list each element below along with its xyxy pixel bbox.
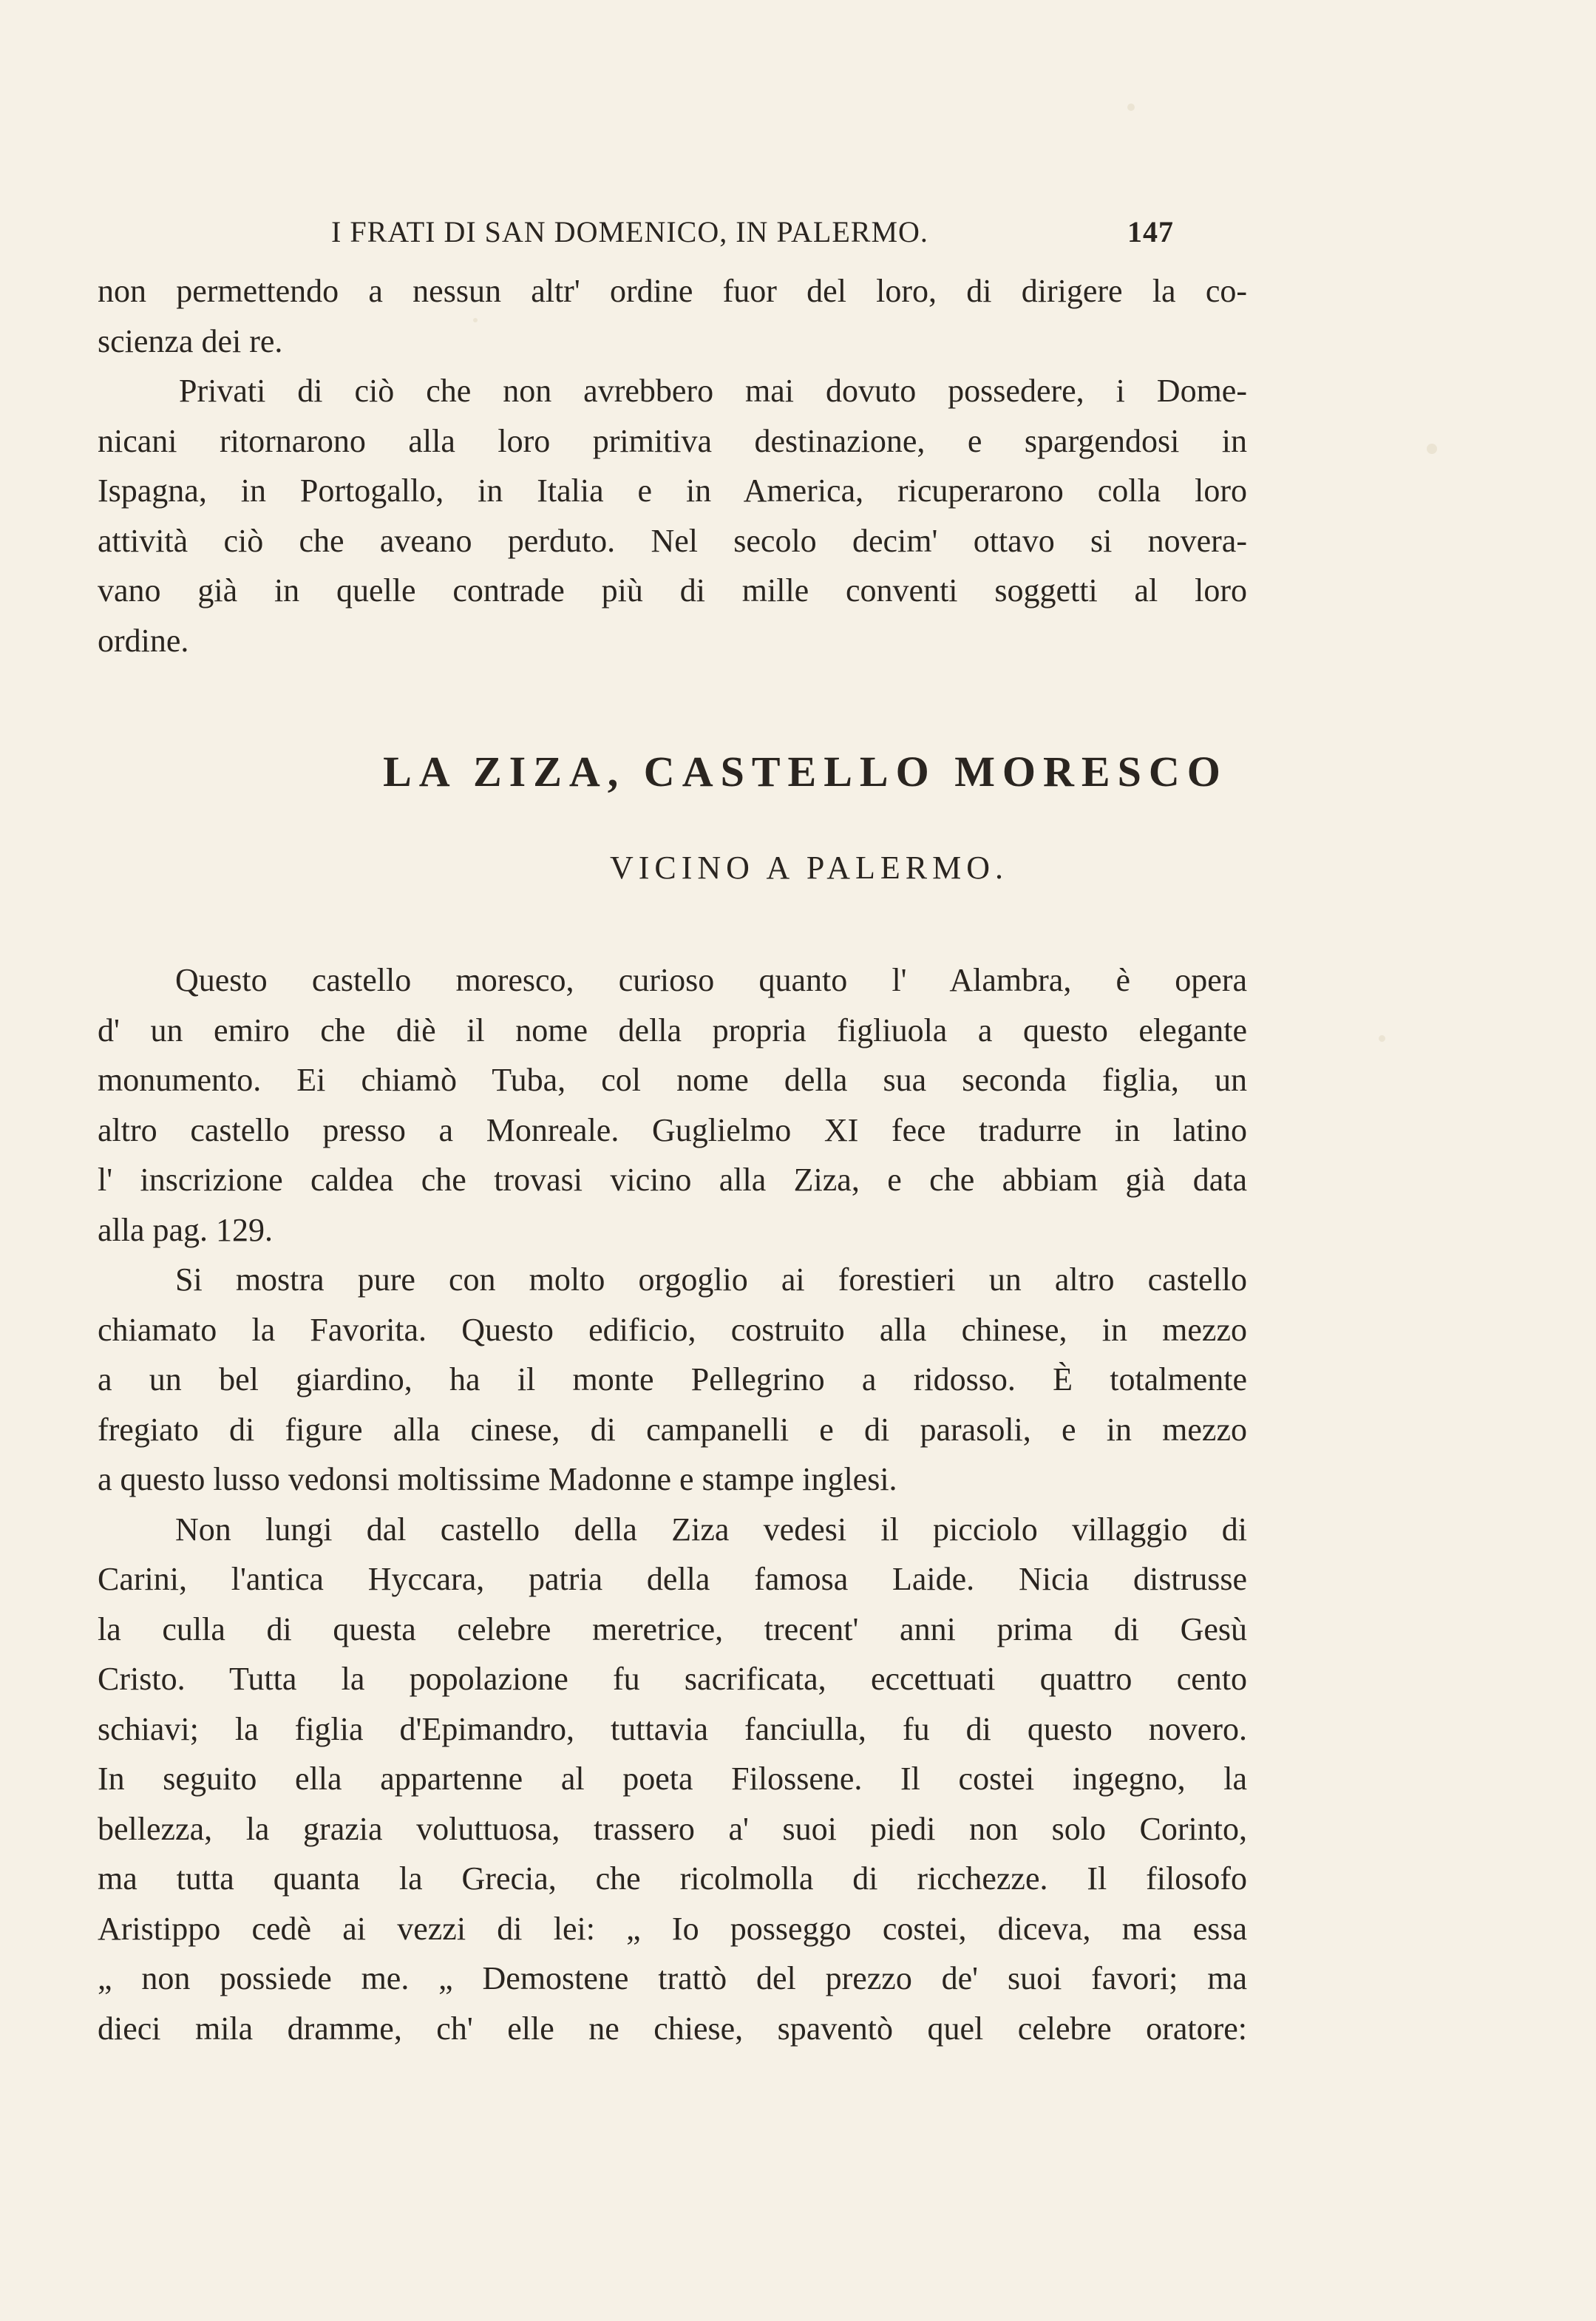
text-line: Carini, l'antica Hyccara, patria della famosa Laide. Nicia distrusse [98, 1561, 1247, 1597]
text-line: scienza dei re. [98, 322, 283, 359]
text-line: vano già in quelle contrade più di mille conventi soggetti al loro [98, 572, 1247, 609]
text-line: dieci mila dramme, ch' elle ne chiese, spaventò quel celebre oratore: [98, 2010, 1247, 2047]
paragraph-block-1 [98, 266, 1247, 665]
text-line: In seguito ella appartenne al poeta Filossene. Il costei ingegno, la [98, 1761, 1247, 1797]
text-line: l' inscrizione caldea che trovasi vicino alla Ziza, e che abbiam già data [98, 1162, 1247, 1198]
text-line: Cristo. Tutta la popolazione fu sacrificata, eccettuati quattro cento [98, 1661, 1247, 1697]
running-title: I FRATI DI SAN DOMENICO, IN PALERMO. [331, 215, 928, 248]
text-line: Questo castello moresco, curioso quanto l' Alambra, è opera [175, 962, 1247, 998]
text-line: Si mostra pure con molto orgoglio ai forestieri un altro castello [175, 1261, 1247, 1298]
text-line: attività ciò che aveano perduto. Nel secolo decim' ottavo si novera- [98, 522, 1247, 559]
text-line: d' un emiro che diè il nome della propria figliuola a questo elegante [98, 1012, 1247, 1048]
paper-spot [1427, 444, 1437, 454]
paper-spot [1379, 1035, 1385, 1042]
page-number: 147 [1127, 215, 1174, 248]
text-line: nicani ritornarono alla loro primitiva destinazione, e spargendosi in [98, 422, 1247, 459]
text-line: alla pag. 129. [98, 1211, 274, 1248]
text-line: a un bel giardino, ha il monte Pellegrino a ridosso. È totalmente [98, 1361, 1247, 1397]
text-line: Ispagna, in Portogallo, in Italia e in America, ricuperarono colla loro [98, 472, 1247, 509]
text-line: Privati di ciò che non avrebbero mai dovuto possedere, i Dome- [179, 373, 1247, 409]
running-head [331, 214, 1174, 259]
text-line: Aristippo cedè ai vezzi di lei: „ Io posseggo costei, diceva, ma essa [98, 1910, 1247, 1947]
text-line: a questo lusso vedonsi moltissime Madonne e stampe inglesi. [98, 1461, 897, 1497]
text-line: la culla di questa celebre meretrice, trecent' anni prima di Gesù [98, 1610, 1247, 1647]
text-line: Non lungi dal castello della Ziza vedesi il picciolo villaggio di [175, 1511, 1247, 1548]
text-line: schiavi; la figlia d'Epimandro, tuttavia fanciulla, fu di questo novero. [98, 1710, 1247, 1747]
section-subheading: VICINO A PALERMO. [609, 850, 1009, 886]
text-line: ordine. [98, 622, 189, 659]
text-line: chiamato la Favorita. Questo edificio, costruito alla chinese, in mezzo [98, 1311, 1247, 1348]
text-line: monumento. Ei chiamò Tuba, col nome della sua seconda figlia, un [98, 1062, 1247, 1098]
text-line: altro castello presso a Monreale. Guglielmo XI fece tradurre in latino [98, 1111, 1247, 1148]
paper-spot [1127, 104, 1135, 111]
paragraph-block-2 [98, 955, 1247, 2053]
text-line: fregiato di figure alla cinese, di campanelli e di parasoli, e in mezzo [98, 1411, 1247, 1448]
text-line: ma tutta quanta la Grecia, che ricolmolla di ricchezze. Il filosofo [98, 1860, 1247, 1897]
text-line: „ non possiede me. „ Demostene trattò del prezzo de' suoi favori; ma [98, 1960, 1247, 1996]
text-line: non permettendo a nessun altr' ordine fuor del loro, di dirigere la co- [98, 273, 1247, 309]
text-line: bellezza, la grazia voluttuosa, trassero a' suoi piedi non solo Corinto, [98, 1810, 1247, 1847]
section-heading: LA ZIZA, CASTELLO MORESCO [383, 748, 1228, 796]
